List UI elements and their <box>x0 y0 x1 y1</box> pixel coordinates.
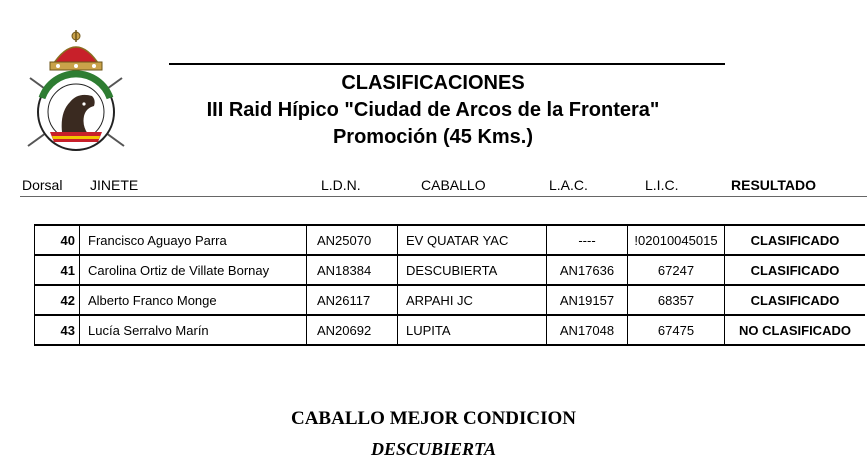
header-divider <box>20 196 867 197</box>
cell-jinete: Alberto Franco Monge <box>80 285 307 315</box>
flag-ribbon-icon <box>50 132 102 142</box>
header-lic: L.I.C. <box>645 177 679 193</box>
cell-lic: 67247 <box>628 255 725 285</box>
cell-ldn: AN25070 <box>307 225 398 255</box>
header-jinete: JINETE <box>90 177 139 193</box>
cell-caballo: LUPITA <box>398 315 547 345</box>
results-table <box>34 224 865 346</box>
header-resultado: RESULTADO <box>731 177 817 193</box>
cell-lac: AN17048 <box>547 315 628 345</box>
crown-icon <box>50 30 102 70</box>
cell-dorsal: 42 <box>35 285 80 315</box>
cell-lic: 68357 <box>628 285 725 315</box>
event-title: III Raid Hípico "Ciudad de Arcos de la Frontera" <box>206 99 660 121</box>
header-caballo: CABALLO <box>421 177 486 193</box>
cell-dorsal: 40 <box>35 225 80 255</box>
cell-caballo: DESCUBIERTA <box>398 255 547 285</box>
cell-lic: !02010045015 <box>628 225 725 255</box>
cell-lac: AN17636 <box>547 255 628 285</box>
cell-resultado: CLASIFICADO <box>725 255 866 285</box>
cell-caballo: EV QUATAR YAC <box>398 225 547 255</box>
cell-ldn: AN26117 <box>307 285 398 315</box>
cell-resultado: NO CLASIFICADO <box>725 315 866 345</box>
cell-resultado: CLASIFICADO <box>725 225 866 255</box>
cell-lic: 67475 <box>628 315 725 345</box>
header-dorsal: Dorsal <box>22 177 63 193</box>
cell-ldn: AN18384 <box>307 255 398 285</box>
cell-jinete: Lucía Serralvo Marín <box>80 315 307 345</box>
cell-jinete: Francisco Aguayo Parra <box>80 225 307 255</box>
cell-resultado: CLASIFICADO <box>725 285 866 315</box>
table-row <box>35 255 866 285</box>
cell-dorsal: 43 <box>35 315 80 345</box>
table-row <box>35 285 866 315</box>
page-title: CLASIFICACIONES <box>341 72 525 94</box>
header-ldn: L.D.N. <box>321 177 361 193</box>
category-title: Promoción (45 Kms.) <box>332 126 534 148</box>
federation-logo <box>22 28 130 154</box>
cell-ldn: AN20692 <box>307 315 398 345</box>
header-lac: L.A.C. <box>549 177 588 193</box>
table-row <box>35 225 866 255</box>
cell-lac: AN19157 <box>547 285 628 315</box>
cell-jinete: Carolina Ortiz de Villate Bornay <box>80 255 307 285</box>
cell-dorsal: 41 <box>35 255 80 285</box>
best-condition-label: CABALLO MEJOR CONDICION <box>290 408 577 429</box>
best-condition-horse: DESCUBIERTA <box>370 439 497 459</box>
table-row <box>35 315 866 345</box>
cell-lac: ---- <box>547 225 628 255</box>
top-rule <box>169 63 725 65</box>
cell-caballo: ARPAHI JC <box>398 285 547 315</box>
